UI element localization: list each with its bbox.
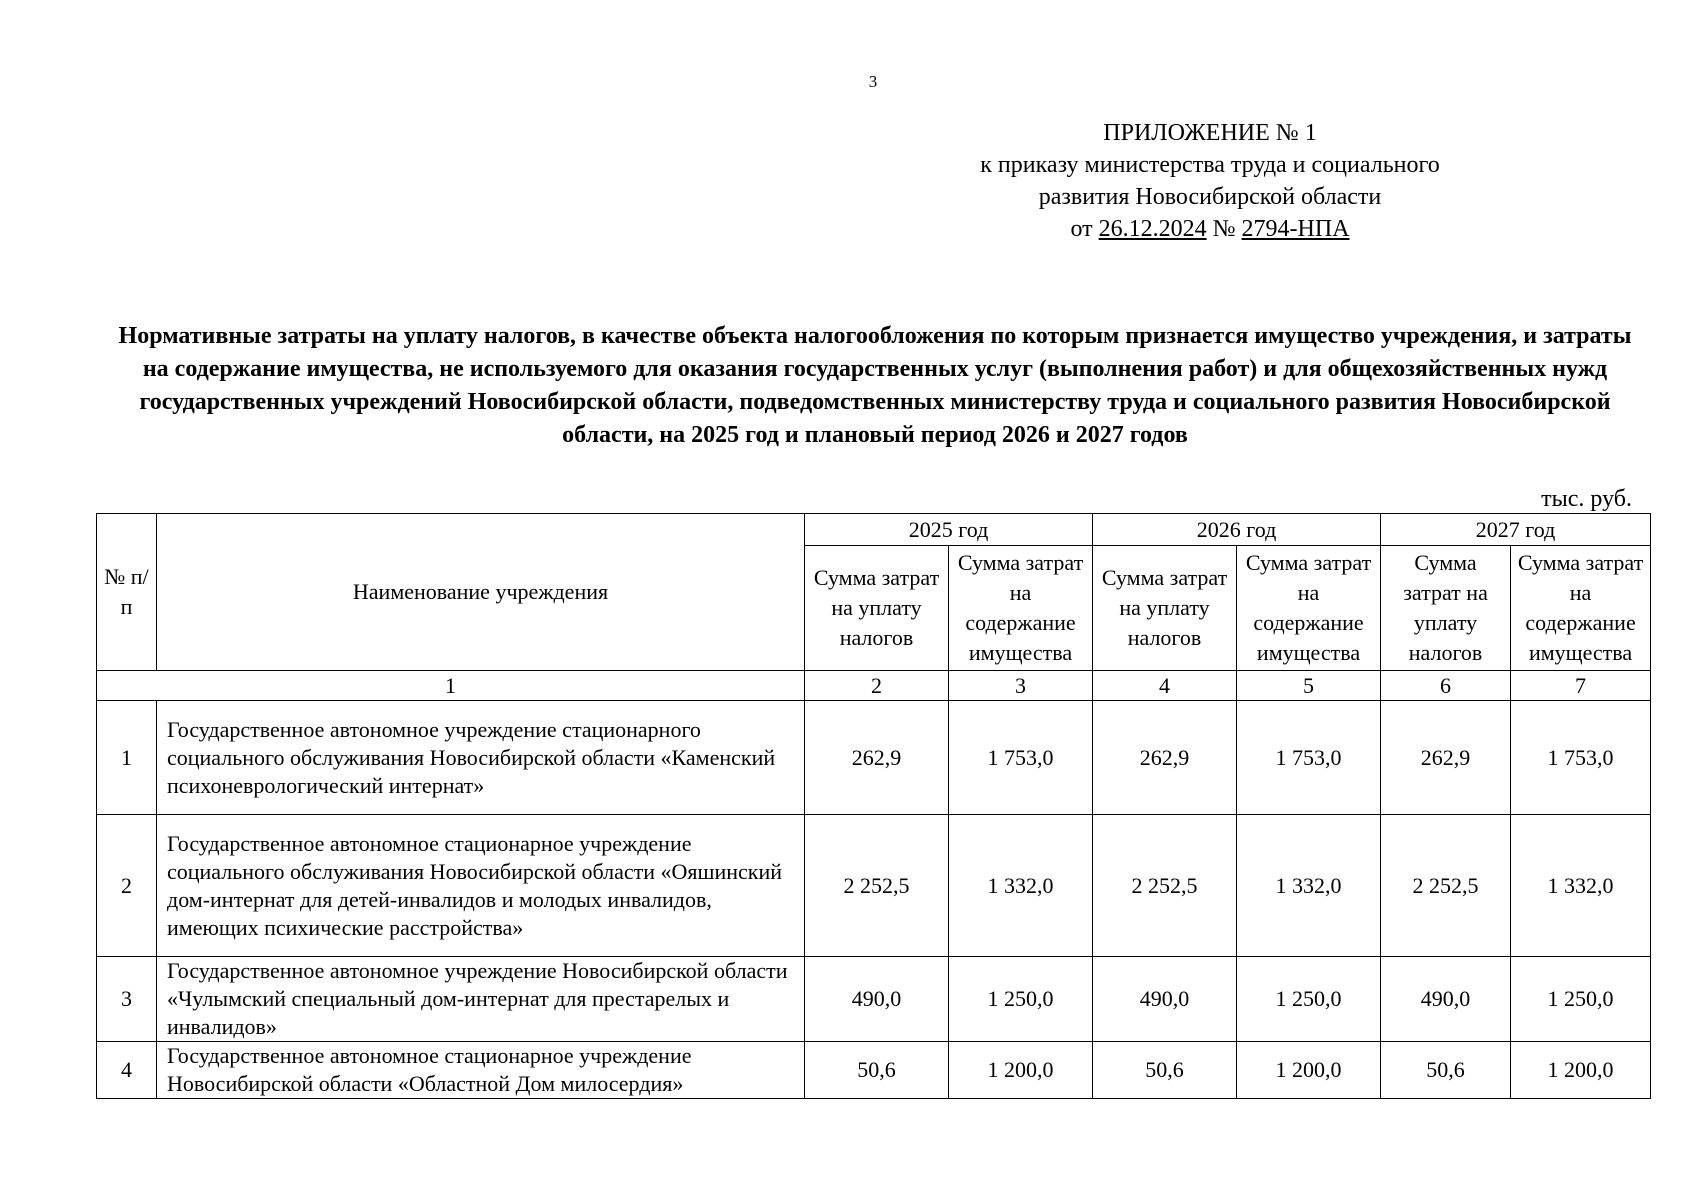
header-name: Наименование учреждения — [157, 514, 805, 671]
institution-name: Государственное автономное учреждение Новосибирской области «Чулымский специальный дом-интернат для престарелых и инвалидов» — [157, 957, 805, 1042]
institution-name: Государственное автономное стационарное учреждение Новосибирской области «Областной Дом милосердия» — [157, 1042, 805, 1099]
header-no: № п/п — [97, 514, 157, 671]
header-tax-2027: Сумма затрат на уплату налогов — [1381, 546, 1511, 671]
appendix-date-line — [980, 213, 1440, 245]
value-cell: 2 252,5 — [1381, 815, 1511, 957]
appendix-date-prefix: от — [1070, 216, 1093, 242]
value-cell: 2 252,5 — [805, 815, 949, 957]
row-number: 4 — [97, 1042, 157, 1099]
value-cell: 1 753,0 — [1237, 701, 1381, 815]
table-row — [97, 701, 1651, 815]
column-number: 2 — [805, 671, 949, 701]
value-cell: 50,6 — [805, 1042, 949, 1099]
appendix-title: ПРИЛОЖЕНИЕ № 1 — [1103, 120, 1317, 146]
header-year-2026: 2026 год — [1093, 514, 1381, 546]
value-cell: 262,9 — [1381, 701, 1511, 815]
column-number: 1 — [97, 671, 805, 701]
header-maint-2027: Сумма затрат на содержание имущества — [1511, 546, 1651, 671]
header-year-2025: 2025 год — [805, 514, 1093, 546]
appendix-line-order: к приказу министерства труда и социального — [980, 152, 1440, 178]
appendix-block — [980, 117, 1440, 245]
value-cell: 1 753,0 — [1511, 701, 1651, 815]
value-cell: 490,0 — [805, 957, 949, 1042]
table-row — [97, 1042, 1651, 1099]
table-row — [97, 957, 1651, 1042]
value-cell: 262,9 — [805, 701, 949, 815]
appendix-line-ministry: развития Новосибирской области — [1038, 184, 1382, 210]
value-cell: 490,0 — [1381, 957, 1511, 1042]
unit-label: тыс. руб. — [1541, 486, 1632, 512]
column-number: 6 — [1381, 671, 1511, 701]
value-cell: 1 200,0 — [1237, 1042, 1381, 1099]
value-cell: 262,9 — [1093, 701, 1237, 815]
header-tax-2025: Сумма затрат на уплату налогов — [805, 546, 949, 671]
table-row — [97, 815, 1651, 957]
column-number: 7 — [1511, 671, 1651, 701]
value-cell: 2 252,5 — [1093, 815, 1237, 957]
value-cell: 1 200,0 — [1511, 1042, 1651, 1099]
header-year-2027: 2027 год — [1381, 514, 1651, 546]
institution-name: Государственное автономное учреждение стационарного социального обслуживания Новосибирской области «Каменский психоневрологический интернат» — [157, 701, 805, 815]
value-cell: 1 200,0 — [949, 1042, 1093, 1099]
value-cell: 1 250,0 — [1237, 957, 1381, 1042]
value-cell: 50,6 — [1093, 1042, 1237, 1099]
value-cell: 1 332,0 — [949, 815, 1093, 957]
appendix-number: 2794-НПА — [1241, 216, 1350, 242]
column-number: 5 — [1237, 671, 1381, 701]
value-cell: 1 753,0 — [949, 701, 1093, 815]
row-number: 3 — [97, 957, 157, 1042]
header-tax-2026: Сумма затрат на уплату налогов — [1093, 546, 1237, 671]
value-cell: 490,0 — [1093, 957, 1237, 1042]
header-maint-2025: Сумма затрат на содержание имущества — [949, 546, 1093, 671]
institution-name: Государственное автономное стационарное учреждение социального обслуживания Новосибирской области «Ояшинский дом-интернат для детей-инвалидов и молодых инвалидов, имеющих психические расстройства» — [157, 815, 805, 957]
row-number: 2 — [97, 815, 157, 957]
value-cell: 1 332,0 — [1511, 815, 1651, 957]
value-cell: 1 250,0 — [949, 957, 1093, 1042]
value-cell: 1 250,0 — [1511, 957, 1651, 1042]
costs-table — [96, 513, 1651, 1099]
value-cell: 1 332,0 — [1237, 815, 1381, 957]
value-cell: 50,6 — [1381, 1042, 1511, 1099]
column-number: 3 — [949, 671, 1093, 701]
column-number: 4 — [1093, 671, 1237, 701]
appendix-date: 26.12.2024 — [1098, 216, 1207, 242]
document-title: Нормативные затраты на уплату налогов, в качестве объекта налогообложения по которым признается имущество учреждения, и затраты на содержание имущества, не используемого для оказания государственных услуг (выполнения работ) и для общехозяйственных нужд государственных учреждений Новосибирской области, подведомственных министерству труда и социального развития Новосибирской области, на 2025 год и плановый период 2026 и 2027 годов — [118, 323, 1632, 448]
page-number: 3 — [868, 72, 878, 91]
header-maint-2026: Сумма затрат на содержание имущества — [1237, 546, 1381, 671]
row-number: 1 — [97, 701, 157, 815]
appendix-number-sign: № — [1212, 216, 1236, 242]
